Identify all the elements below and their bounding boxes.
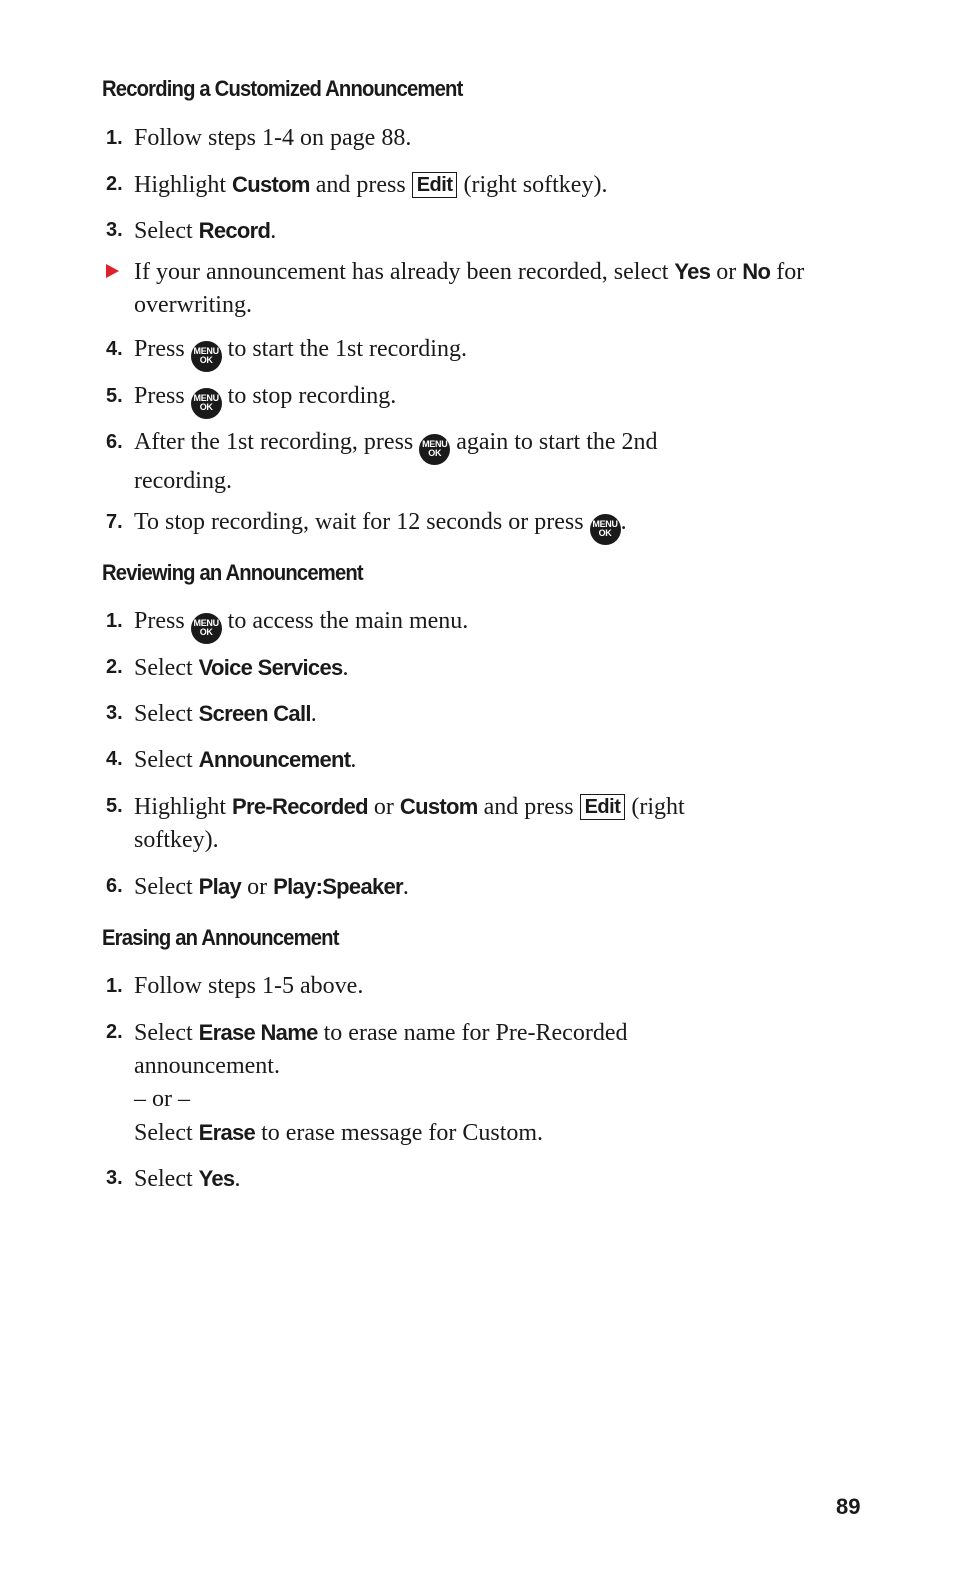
text: .	[350, 747, 357, 773]
step-number: 3.	[106, 702, 123, 724]
key-term: No	[742, 259, 771, 284]
text: Highlight	[134, 172, 233, 198]
step-number: 2.	[106, 656, 123, 678]
step-text	[134, 426, 734, 498]
step-text	[134, 1016, 694, 1150]
step-number: 1.	[106, 975, 123, 997]
text: Select	[134, 874, 199, 900]
text: (right softkey).	[134, 794, 685, 853]
step-number: 4.	[106, 748, 123, 770]
bullet-triangle-icon	[106, 264, 119, 278]
text: .	[342, 655, 349, 681]
or-separator: – or –	[134, 1086, 190, 1112]
text: Press	[134, 336, 191, 362]
step-text	[134, 1162, 806, 1196]
softkey-edit: Edit	[412, 172, 458, 198]
key-term: Erase Name	[198, 1020, 318, 1045]
step-text	[134, 697, 806, 731]
step-line	[134, 1116, 694, 1150]
text: Select	[134, 1166, 199, 1192]
key-term: Voice Services	[198, 655, 343, 680]
menu-ok-key-icon: MENU OK	[419, 434, 450, 465]
text: to erase name for Pre-Recorded announcement.	[134, 1020, 628, 1079]
step-text	[134, 333, 806, 372]
key-term: Custom	[399, 794, 478, 819]
text: Select	[134, 1120, 199, 1146]
text: (right softkey).	[457, 172, 608, 198]
key-term: Play:Speaker	[273, 874, 403, 899]
step-text	[134, 651, 806, 685]
text: Follow steps 1-4 on page 88.	[134, 125, 412, 151]
key-term: Announcement	[198, 747, 351, 772]
key-term: Record	[198, 218, 271, 243]
text: or	[710, 259, 743, 285]
text: Select	[134, 655, 199, 681]
text: to start the 1st recording.	[221, 336, 467, 362]
text: again to start the 2nd recording.	[134, 429, 658, 494]
step-number: 2.	[106, 173, 123, 195]
text: Press	[134, 383, 191, 409]
key-term: Yes	[674, 259, 711, 284]
step-number: 7.	[106, 511, 123, 533]
step-text	[134, 122, 806, 155]
step-number: 3.	[106, 1167, 123, 1189]
page-number: 89	[836, 1494, 861, 1519]
text: Press	[134, 608, 191, 634]
step-number: 1.	[106, 610, 123, 632]
step-number: 2.	[106, 1021, 123, 1043]
text: After the 1st recording, press	[134, 429, 420, 455]
text: .	[234, 1166, 241, 1192]
section-heading-erasing: Erasing an Announcement	[102, 925, 339, 950]
text: Highlight	[134, 794, 233, 820]
key-term: Screen Call	[198, 701, 311, 726]
softkey-edit: Edit	[580, 794, 626, 820]
step-text	[134, 506, 806, 545]
text: Select	[134, 701, 199, 727]
text: To stop recording, wait for 12 seconds or press	[134, 509, 590, 535]
text: for overwriting.	[134, 259, 805, 318]
key-term: Custom	[232, 172, 310, 197]
section-heading-reviewing: Reviewing an Announcement	[102, 560, 363, 585]
text: Select	[134, 1020, 199, 1046]
step-text	[134, 743, 806, 777]
text: to erase message for Custom.	[255, 1120, 544, 1146]
section-heading-recording: Recording a Customized Announcement	[102, 76, 463, 101]
text: Select	[134, 218, 199, 244]
text: or	[367, 794, 400, 820]
text: to access the main menu.	[221, 608, 469, 634]
step-text	[134, 380, 806, 419]
text: to stop recording.	[221, 383, 397, 409]
text: .	[402, 874, 409, 900]
step-number: 3.	[106, 219, 123, 241]
text: If your announcement has already been recorded, select	[134, 259, 675, 285]
text: and press	[477, 794, 580, 820]
step-text	[134, 168, 806, 202]
step-number: 5.	[106, 385, 123, 407]
menu-ok-key-icon: MENU OK	[590, 514, 621, 545]
text: .	[310, 701, 317, 727]
step-text	[134, 790, 734, 857]
text: or	[241, 874, 274, 900]
menu-ok-key-icon: MENU OK	[191, 341, 222, 372]
note-text	[134, 255, 806, 322]
step-text	[134, 870, 806, 904]
step-number: 5.	[106, 795, 123, 817]
key-term: Erase	[198, 1120, 256, 1145]
text: Follow steps 1-5 above.	[134, 973, 364, 999]
text: .	[270, 218, 277, 244]
text: .	[620, 509, 627, 535]
step-number: 1.	[106, 127, 123, 149]
step-number: 6.	[106, 875, 123, 897]
key-term: Yes	[198, 1166, 235, 1191]
step-number: 4.	[106, 338, 123, 360]
step-text	[134, 605, 806, 644]
menu-ok-key-icon: MENU OK	[191, 388, 222, 419]
key-term: Play	[198, 874, 242, 899]
step-text	[134, 214, 806, 248]
step-line	[134, 1016, 694, 1083]
text: and press	[309, 172, 412, 198]
menu-ok-key-icon: MENU OK	[191, 613, 222, 644]
step-text	[134, 970, 806, 1003]
step-number: 6.	[106, 431, 123, 453]
text: Select	[134, 747, 199, 773]
key-term: Pre-Recorded	[232, 794, 368, 819]
